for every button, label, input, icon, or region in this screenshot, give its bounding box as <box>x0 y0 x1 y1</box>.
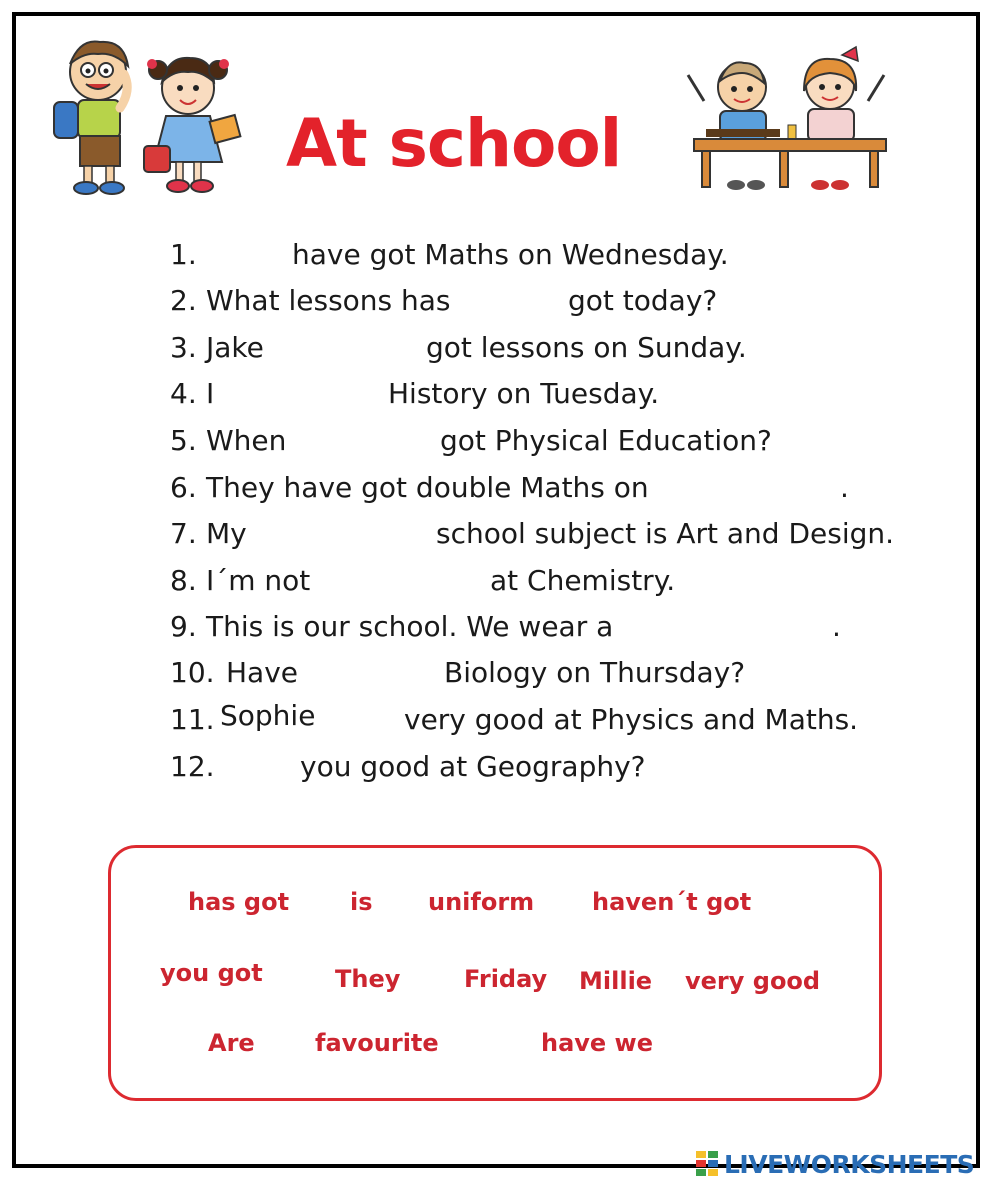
brand-logo <box>696 1148 974 1180</box>
sentence-text: What lessons has <box>206 284 451 317</box>
page-title: At school <box>286 105 622 182</box>
sentence-text: I <box>206 377 215 410</box>
sentence-text: They have got double Maths on <box>206 471 649 504</box>
sentence-text: Have <box>226 656 299 689</box>
sentence-text: at Chemistry. <box>490 564 676 597</box>
sentence-number: 11. <box>170 703 215 736</box>
sentence-text: When <box>206 424 287 457</box>
sentence-number: 9. <box>170 610 197 643</box>
sentence-number: 7. <box>170 517 197 550</box>
sentence-text: Biology on Thursday? <box>444 656 746 689</box>
sentence-number: 10. <box>170 656 215 689</box>
sentence-number: 2. <box>170 284 197 317</box>
sentence-text: Jake <box>206 331 264 364</box>
sentence-text: History on Tuesday. <box>388 377 660 410</box>
sentence-text: got Physical Education? <box>440 424 772 457</box>
sentence-number: 1. <box>170 238 197 271</box>
sentence-text: Sophie <box>220 699 316 732</box>
sentence-text: have got Maths on Wednesday. <box>292 238 729 271</box>
word-bank-item[interactable]: Friday <box>464 965 548 993</box>
sentence-text: . <box>840 471 849 504</box>
word-bank-item[interactable]: is <box>350 888 373 916</box>
word-bank-item[interactable]: you got <box>160 959 263 987</box>
sentence-text: you good at Geography? <box>300 750 646 783</box>
word-bank-item[interactable]: They <box>335 965 401 993</box>
classroom-desk-illustration <box>680 45 895 195</box>
word-bank-item[interactable]: Millie <box>579 967 653 995</box>
word-bank-item[interactable]: have we <box>541 1029 654 1057</box>
word-bank-item[interactable]: has got <box>188 888 290 916</box>
sentence-number: 4. <box>170 377 197 410</box>
sentence-text: This is our school. We wear a <box>206 610 614 643</box>
sentence-text: got today? <box>568 284 718 317</box>
sentence-number: 12. <box>170 750 215 783</box>
liveworksheets-logo-icon <box>696 1151 720 1177</box>
sentence-number: 3. <box>170 331 197 364</box>
word-bank-item[interactable]: Are <box>208 1029 255 1057</box>
kids-illustration <box>40 30 255 200</box>
sentence-number: 6. <box>170 471 197 504</box>
sentence-number: 5. <box>170 424 197 457</box>
brand-name: LIVEWORKSHEETS <box>724 1149 975 1179</box>
word-bank-item[interactable]: uniform <box>428 888 535 916</box>
sentence-number: 8. <box>170 564 197 597</box>
sentence-text: I´m not <box>206 564 311 597</box>
word-bank-item[interactable]: very good <box>685 967 821 995</box>
sentence-text: . <box>832 610 841 643</box>
word-bank-item[interactable]: haven´t got <box>592 888 752 916</box>
sentence-text: My <box>206 517 247 550</box>
sentence-text: school subject is Art and Design. <box>436 517 895 550</box>
sentence-text: very good at Physics and Maths. <box>404 703 859 736</box>
sentence-text: got lessons on Sunday. <box>426 331 747 364</box>
word-bank-item[interactable]: favourite <box>315 1029 439 1057</box>
